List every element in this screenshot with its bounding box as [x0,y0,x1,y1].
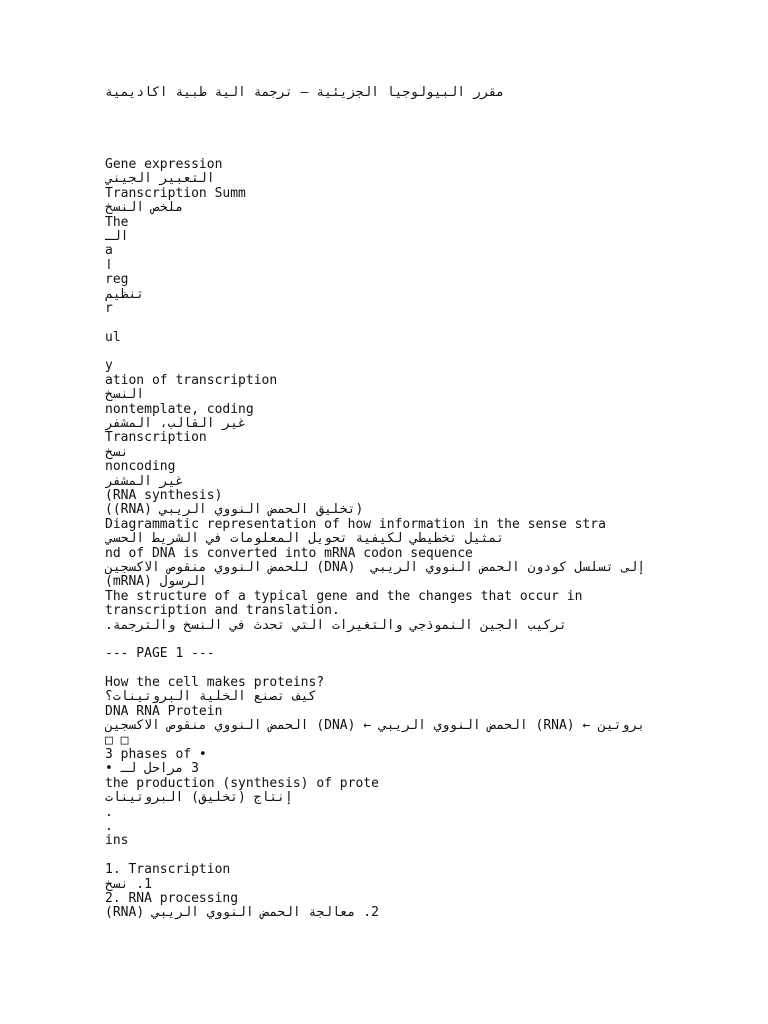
blank-line [105,345,680,359]
text-line: transcription and translation. [105,604,340,619]
text-line: noncoding [105,460,176,475]
text-line: r [105,301,113,316]
text-line: 3 phases of • [105,748,207,763]
text-line: (تخليق الحمض النووي الريبي (RNA)) [105,503,364,518]
text-line: بروتين ← (RNA) الحمض النووي الريبي ← (DNA) الحمض النووي منقوص الأكسجين [105,719,646,734]
text-line: 3 مراحل لـ • [105,762,199,777]
text-line: □ □ [105,733,129,748]
text-line: كيف تصنع الخلية البروتينات؟ [105,690,317,705]
blank-line [105,662,680,676]
text-line: غير القالب، المشفر [105,417,246,432]
text-line: (RNA synthesis) [105,488,223,503]
text-line: أ [105,258,113,273]
text-line: التعبير الجيني [105,172,215,187]
text-line: . [105,819,113,834]
text-line: How the cell makes proteins? [105,676,325,691]
text-line: --- PAGE 1 --- [105,647,215,662]
text-line: نسخ [105,445,129,460]
text-line: Gene expression [105,158,223,172]
blank-line [105,316,680,330]
text-line: The structure of a typical gene and the changes that occur in [105,589,583,604]
text-line: 2. معالجة الحمض النووي الريبي (RNA) [105,906,379,921]
text-line: Transcription Summ [105,186,246,201]
text-line: النسخ [105,388,145,403]
text-line: nontemplate, coding [105,402,254,417]
text-line: reg [105,273,129,288]
text-line: إلى تسلسل كودون الحمض النووي الريبي (DNA) للحمض النووي منقوص الأكسجين [105,560,646,575]
text-line: تنظيم [105,287,145,302]
text-line: 2. RNA processing [105,891,239,906]
text-line: إنتاج (تخليق) البروتينات [105,791,293,806]
document-header [105,86,680,100]
text-line: DNA RNA Protein [105,704,223,719]
text-line: a [105,244,113,259]
text-line: . [105,805,113,820]
text-line: The [105,215,129,230]
text-line: y [105,359,113,374]
text-line: 1. Transcription [105,863,231,878]
text-line: ملخص النسخ [105,201,184,216]
text-line: ation of transcription [105,373,278,388]
text-line: Transcription [105,431,207,446]
blank-line [105,633,680,647]
text-line: الـ [105,229,129,244]
document-body [105,158,680,921]
text-line: ins [105,834,129,849]
text-line: nd of DNA is converted into mRNA codon sequence [105,546,473,561]
document-title: مقرر البيولوجيا الجزيئية – ترجمة آلية طبية أكاديمية [105,86,505,100]
text-line: the production (synthesis) of prote [105,776,379,791]
text-line: غير المشفر [105,474,184,489]
text-line: تركيب الجين النموذجي والتغيرات التي تحدث في النسخ والترجمة. [105,618,567,633]
text-line: ul [105,330,121,345]
text-line: Diagrammatic representation of how information in the sense stra [105,517,606,532]
text-line: تمثيل تخطيطي لكيفية تحويل المعلومات في الشريط الحسي [105,532,505,547]
text-line: الرسول (mRNA) [105,575,207,590]
text-line: 1. نسخ [105,877,152,892]
blank-line [105,849,680,863]
